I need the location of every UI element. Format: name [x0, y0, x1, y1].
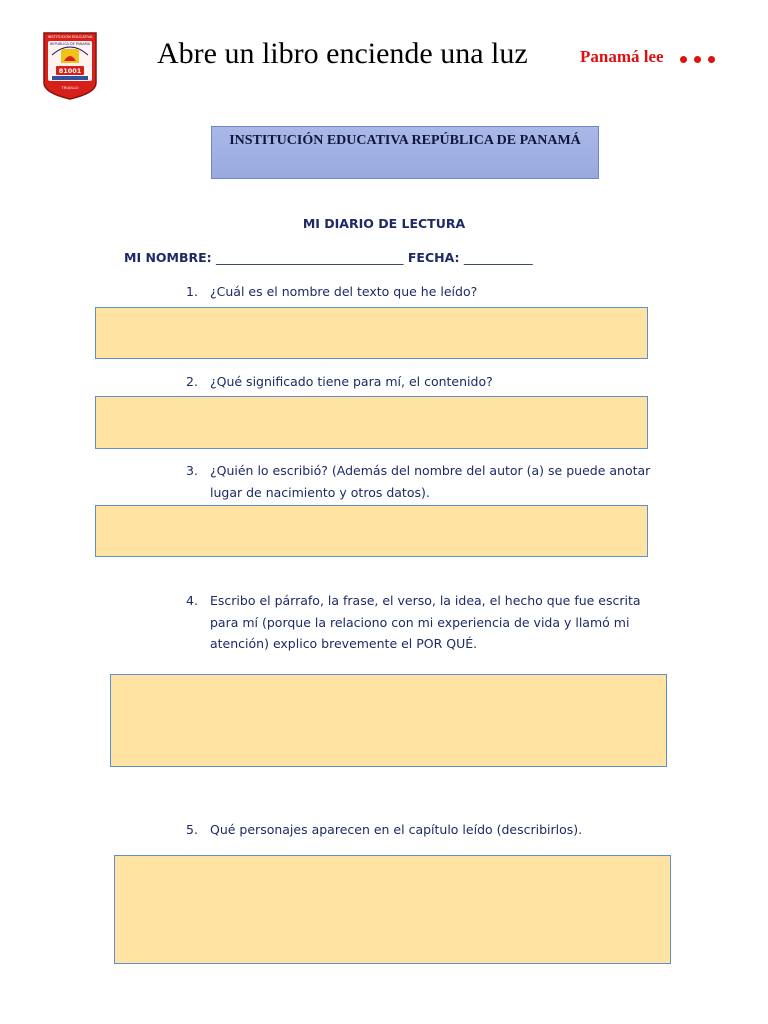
question-3 [186, 460, 666, 503]
brand-label: Panamá lee [580, 47, 664, 66]
question-text: ¿Qué significado tiene para mí, el contenido? [210, 374, 493, 389]
question-number: 2. [186, 374, 198, 389]
dot-icon [708, 56, 715, 63]
date-label: FECHA: [407, 250, 460, 265]
answer-box-4[interactable] [110, 674, 667, 767]
svg-text:INSTITUCION EDUCATIVA: INSTITUCION EDUCATIVA [47, 35, 93, 39]
question-text: Escribo el párrafo, la frase, el verso, la idea, el hecho que fue escrita para mí (porque la relaciono con mi experiencia de vida y llamó mi atención) explico brevemente el POR QUÉ. [210, 593, 641, 651]
question-4 [186, 590, 666, 655]
diary-title: MI DIARIO DE LECTURA [302, 216, 466, 231]
question-number: 5. [186, 822, 198, 837]
answer-box-3[interactable] [95, 505, 648, 557]
school-crest-logo [42, 31, 98, 101]
svg-text:81001: 81001 [58, 67, 82, 75]
question-number: 3. [186, 463, 198, 478]
institution-banner [211, 126, 599, 179]
date-blank-field[interactable]: ___________ [463, 250, 533, 265]
question-2 [186, 371, 666, 393]
name-label: MI NOMBRE: [124, 250, 212, 265]
name-blank-field[interactable]: ______________________________ [216, 250, 404, 265]
question-text: Qué personajes aparecen en el capítulo leído (describirlos). [210, 822, 583, 837]
svg-text:REPUBLICA DE PANAMA: REPUBLICA DE PANAMA [49, 42, 91, 46]
student-info-line [124, 250, 533, 265]
question-5 [186, 819, 666, 841]
question-number: 1. [186, 284, 198, 299]
question-1 [186, 281, 666, 303]
answer-box-5[interactable] [114, 855, 671, 964]
dot-icon [680, 56, 687, 63]
institution-name: INSTITUCIÓN EDUCATIVA REPÚBLICA DE PANAMÁ [229, 133, 581, 148]
ellipsis-dots [680, 56, 715, 63]
answer-box-2[interactable] [95, 396, 648, 449]
question-text: ¿Cuál es el nombre del texto que he leído? [210, 284, 478, 299]
motto-heading: Abre un libro enciende una luz [157, 37, 528, 70]
question-number: 4. [186, 593, 198, 608]
svg-text:TRUJILLO: TRUJILLO [61, 85, 79, 90]
answer-box-1[interactable] [95, 307, 648, 359]
question-text: ¿Quién lo escribió? (Además del nombre del autor (a) se puede anotar lugar de nacimiento y otros datos). [210, 463, 651, 500]
dot-icon [694, 56, 701, 63]
